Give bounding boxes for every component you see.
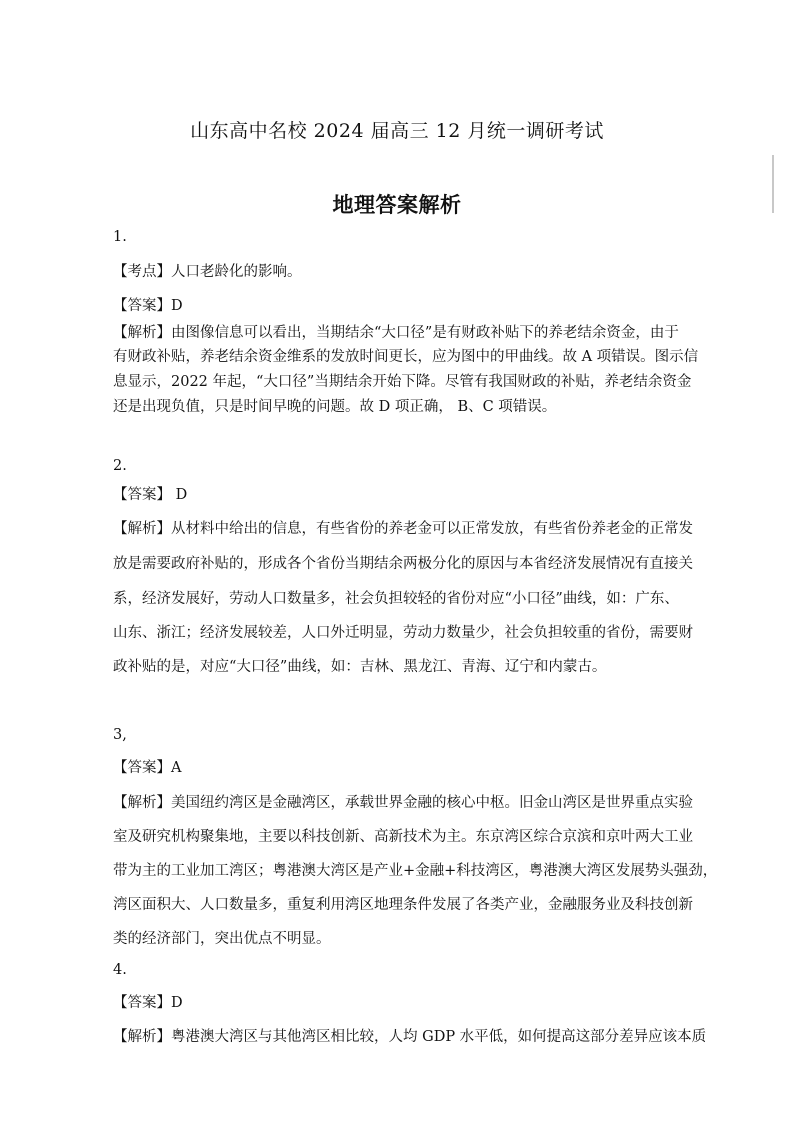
page-title: 山东高中名校 2024 届高三 12 月统一调研考试 <box>190 120 604 142</box>
question-1-number: 1. <box>113 229 127 245</box>
question-2-analysis-line: 【解析】从材料中给出的信息，有些省份的养老金可以正常发放，有些省份养老金的正常发 <box>113 521 693 537</box>
question-3-analysis-line: 【解析】美国纽约湾区是金融湾区，承载世界金融的核心中枢。旧金山湾区是世界重点实验 <box>113 795 693 811</box>
question-2-analysis-line: 政补贴的是，对应“大口径”曲线，如：吉林、黑龙江、青海、辽宁和内蒙古。 <box>113 659 607 675</box>
question-3-number: 3, <box>113 727 127 743</box>
question-1-analysis-line: 【解析】由图像信息可以看出，当期结余“大口径”是有财政补贴下的养老结余资金，由于 <box>113 325 679 341</box>
question-1-analysis-line: 还是出现负值，只是时间早晚的问题。故 D 项正确， B、C 项错误。 <box>113 399 557 415</box>
question-4-number: 4. <box>113 962 127 978</box>
question-3-analysis-line: 湾区面积大、人口数量多，重复利用湾区地理条件发展了各类产业，金融服务业及科技创新 <box>113 897 693 913</box>
question-1-point: 【考点】人口老龄化的影响。 <box>113 264 302 280</box>
page-subtitle: 地理答案解析 <box>332 192 462 217</box>
question-3-analysis-line: 类的经济部门，突出优点不明显。 <box>113 931 331 947</box>
question-3-analysis-line: 带为主的工业加工湾区；粤港澳大湾区是产业+金融+科技湾区，粤港澳大湾区发展势头强劲， <box>113 863 718 879</box>
question-4-answer: 【答案】D <box>113 995 183 1011</box>
question-3-analysis-line: 室及研究机构聚集地，主要以科技创新、高新技术为主。东京湾区综合京滨和京叶两大工业 <box>113 829 693 845</box>
question-2-analysis-line: 放是需要政府补贴的，形成各个省份当期结余两极分化的原因与本省经济发展情况有直接关 <box>113 556 693 572</box>
question-1-analysis-line: 有财政补贴，养老结余资金维系的发放时间更长，应为图中的甲曲线。故 A 项错误。图示信 <box>113 349 699 365</box>
question-2-analysis-line: 系，经济发展好，劳动人口数量多，社会负担较轻的省份对应“小口径”曲线，如：广东、 <box>113 591 679 607</box>
question-2-number: 2. <box>113 458 127 474</box>
question-1-answer: 【答案】D <box>113 298 183 314</box>
question-2-analysis-line: 山东、浙江；经济发展较差，人口外迁明显，劳动力数量少，社会负担较重的省份，需要财 <box>113 625 693 641</box>
question-2-answer: 【答案】 D <box>113 487 188 503</box>
question-1-analysis-line: 息显示，2022 年起，“大口径”当期结余开始下降。尽管有我国财政的补贴，养老结余资金 <box>113 374 692 390</box>
scan-edge-mark <box>772 155 774 213</box>
question-4-analysis-line: 【解析】粤港澳大湾区与其他湾区相比较，人均 GDP 水平低，如何提高这部分差异应该本质 <box>113 1029 707 1045</box>
question-3-answer: 【答案】A <box>113 760 182 776</box>
